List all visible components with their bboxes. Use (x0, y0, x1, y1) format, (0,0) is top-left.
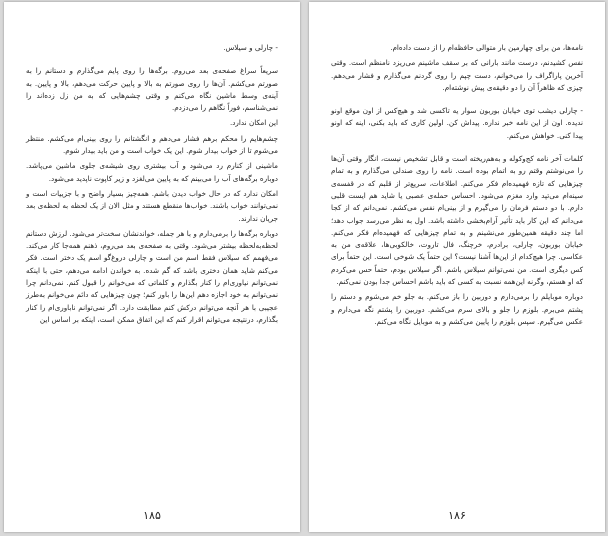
page-number: ۱۸۶ (448, 509, 466, 522)
paragraph: چشم‌هایم را محکم برهم فشار می‌دهم و انگشتانم را روی بینی‌ام می‌کشم. منتظر می‌شوم تا از خواب بیدار شوم. این یک خواب است و من باید بیدار شوم. (26, 133, 278, 156)
paragraph: ماشینی از کنارم رد می‌شود و آب بیشتری روی شیشه‌ی جلوی ماشین می‌پاشد. دوباره برگه‌های آب را می‌بینم که به پایین می‌لغزد و زیر کاپوت ناپدید می‌شود. (26, 161, 278, 183)
book-page-left (4, 2, 300, 532)
paragraph: کلمات آخر نامه کج‌وکوله و به‌هم‌ریخته است و قابل تشخیص نیست، انگار وقتی آن‌ها را می‌نوشتم وقتم رو به اتمام بوده است. نامه را روی صندلی می‌گذارم و به تمام چیزهایی که تازه فهمیده‌ام فکر می‌کنم. اطلاعات، سریع‌تر از قلبم که در قفسه‌ی سینه‌ام می‌تپد وارد مغزم می‌شود. احساس حمله‌ی عصبی یا شاید هم ایست قلبی دارم. با دو دستم فرمان را می‌گیرم و از بینی‌ام نفس می‌کشم. نمی‌دانم که از کجا می‌دانم که این کار باید تأثیر آرام‌بخشی داشته باشد. اول به نظر می‌رسد جواب دهد؛ اما چند دقیقه همین‌طور می‌نشینم و به تمام چیزهایی که فهمیده‌ام فکر می‌کنم. خیابان بوربون، چارلی، برادرم، خرچنگ، فال تاروت، خالکوبی‌ها، علاقه‌ی من به عکاسی. چرا هیچ‌کدام از این‌ها آشنا نیست؟ این حتماً یک شوخی است. این حتماً برای کس دیگری است. من نمی‌توانم سیلاس باشم. اگر سیلاس بودم، حتماً حس می‌کردم که او هستم، وگرنه این‌همه نسبت به کسی که باید باشم احساس جدا بودن نمی‌کنم. (331, 154, 583, 287)
paragraph: سریعاً سراغ صفحه‌ی بعد می‌روم. برگه‌ها را روی پایم می‌گذارم و دستانم را به صورتم می‌کشم. آن‌ها را روی صورتم به بالا و پایین حرکت می‌دهم، بالا و پایین. به آینه‌ی وسط ماشین نگاه می‌کنم و وقتی چشم‌هایی که به من زل زده‌اند را نمی‌شناسم، فوراً نگاهم را می‌دزدم. (26, 66, 278, 113)
paragraph: امکان ندارد که در حال خواب دیدن باشم. همه‌چیز بسیار واضح و با جزییات است و نمی‌توانند خواب باشند. خواب‌ها منقطع هستند و مثل الان از یک لحظه به لحظه‌ی بعد جریان ندارند. (26, 188, 278, 223)
paragraph: این امکان ندارد. (229, 118, 278, 128)
paragraph: - چارلی و سیلاس. (223, 43, 278, 52)
paragraph: نامه‌ها، من برای چهارمین بار متوالی حافظه‌ام را از دست داده‌ام. (390, 43, 583, 52)
page-text (331, 42, 583, 331)
page-text (26, 42, 278, 329)
book-page-right (309, 2, 605, 532)
paragraph: دوباره موبایلم را برمی‌دارم و دوربین را باز می‌کنم. به جلو خم می‌شوم و دستم را پشتم می‌برم. بلوزم را جلو و بالای سرم می‌کشم. دوربین را پشتم نگه می‌دارم و عکس می‌گیرم. سپس بلوزم را پایین می‌کشم و به موبایل نگاه می‌کنم. (331, 292, 583, 326)
paragraph: - چارلی دیشب توی خیابان بوربون سوار یه تاکسی شد و هیچ‌کس از اون موقع اونو ندیده. اون از این نامه خبر نداره. پیداش کن. اولین کاری که باید بکنی، اینه که اونو پیدا کنی. خواهش می‌کنم. (331, 106, 583, 140)
page-number: ۱۸۵ (143, 509, 161, 522)
paragraph: دوباره برگه‌ها را برمی‌دارم و با هر جمله، خواندنشان سخت‌تر می‌شود. لرزش دستانم لحظه‌به‌لحظه بیشتر می‌شود. وقتی به صفحه‌ی بعد می‌روم، ذهنم همه‌جا کار می‌کند. می‌فهمم که سیلاس فقط اسم من است و چارلی دروغ‌گو اسم یک دختر است. فکر می‌کنم شاید همان دختری باشد که گم شده. به خواندن ادامه می‌دهم، حتی با اینکه نمی‌توانم نیاوری‌ام را کنار بگذارم و کلماتی که می‌خوانم را قبول کنم. نمی‌دانم چرا نمی‌توانم به خود اجازه دهم این‌ها را باور کنم؛ چون چیزهایی که دائم می‌خوانم به‌طرز عجیبی با هر آنچه می‌توانم درکش کنم مطابقت دارد. اگر نمی‌توانم ناباوری‌ام را کنار بگذارم، درنتیجه می‌توانم اقرار کنم که این اتفاق ممکن است، اینکه بر اساس این (26, 228, 278, 324)
paragraph: نفس کشیدنم، درست مانند بارانی که بر سقف ماشینم می‌ریزد نامنظم است. وقتی آخرین پاراگراف را می‌خوانم، دست چپم را روی گردنم می‌گذارم و فشار می‌دهم. چیزی که ظاهراً آن را دو دقیقه‌ی پیش نوشته‌ام. (331, 58, 583, 92)
